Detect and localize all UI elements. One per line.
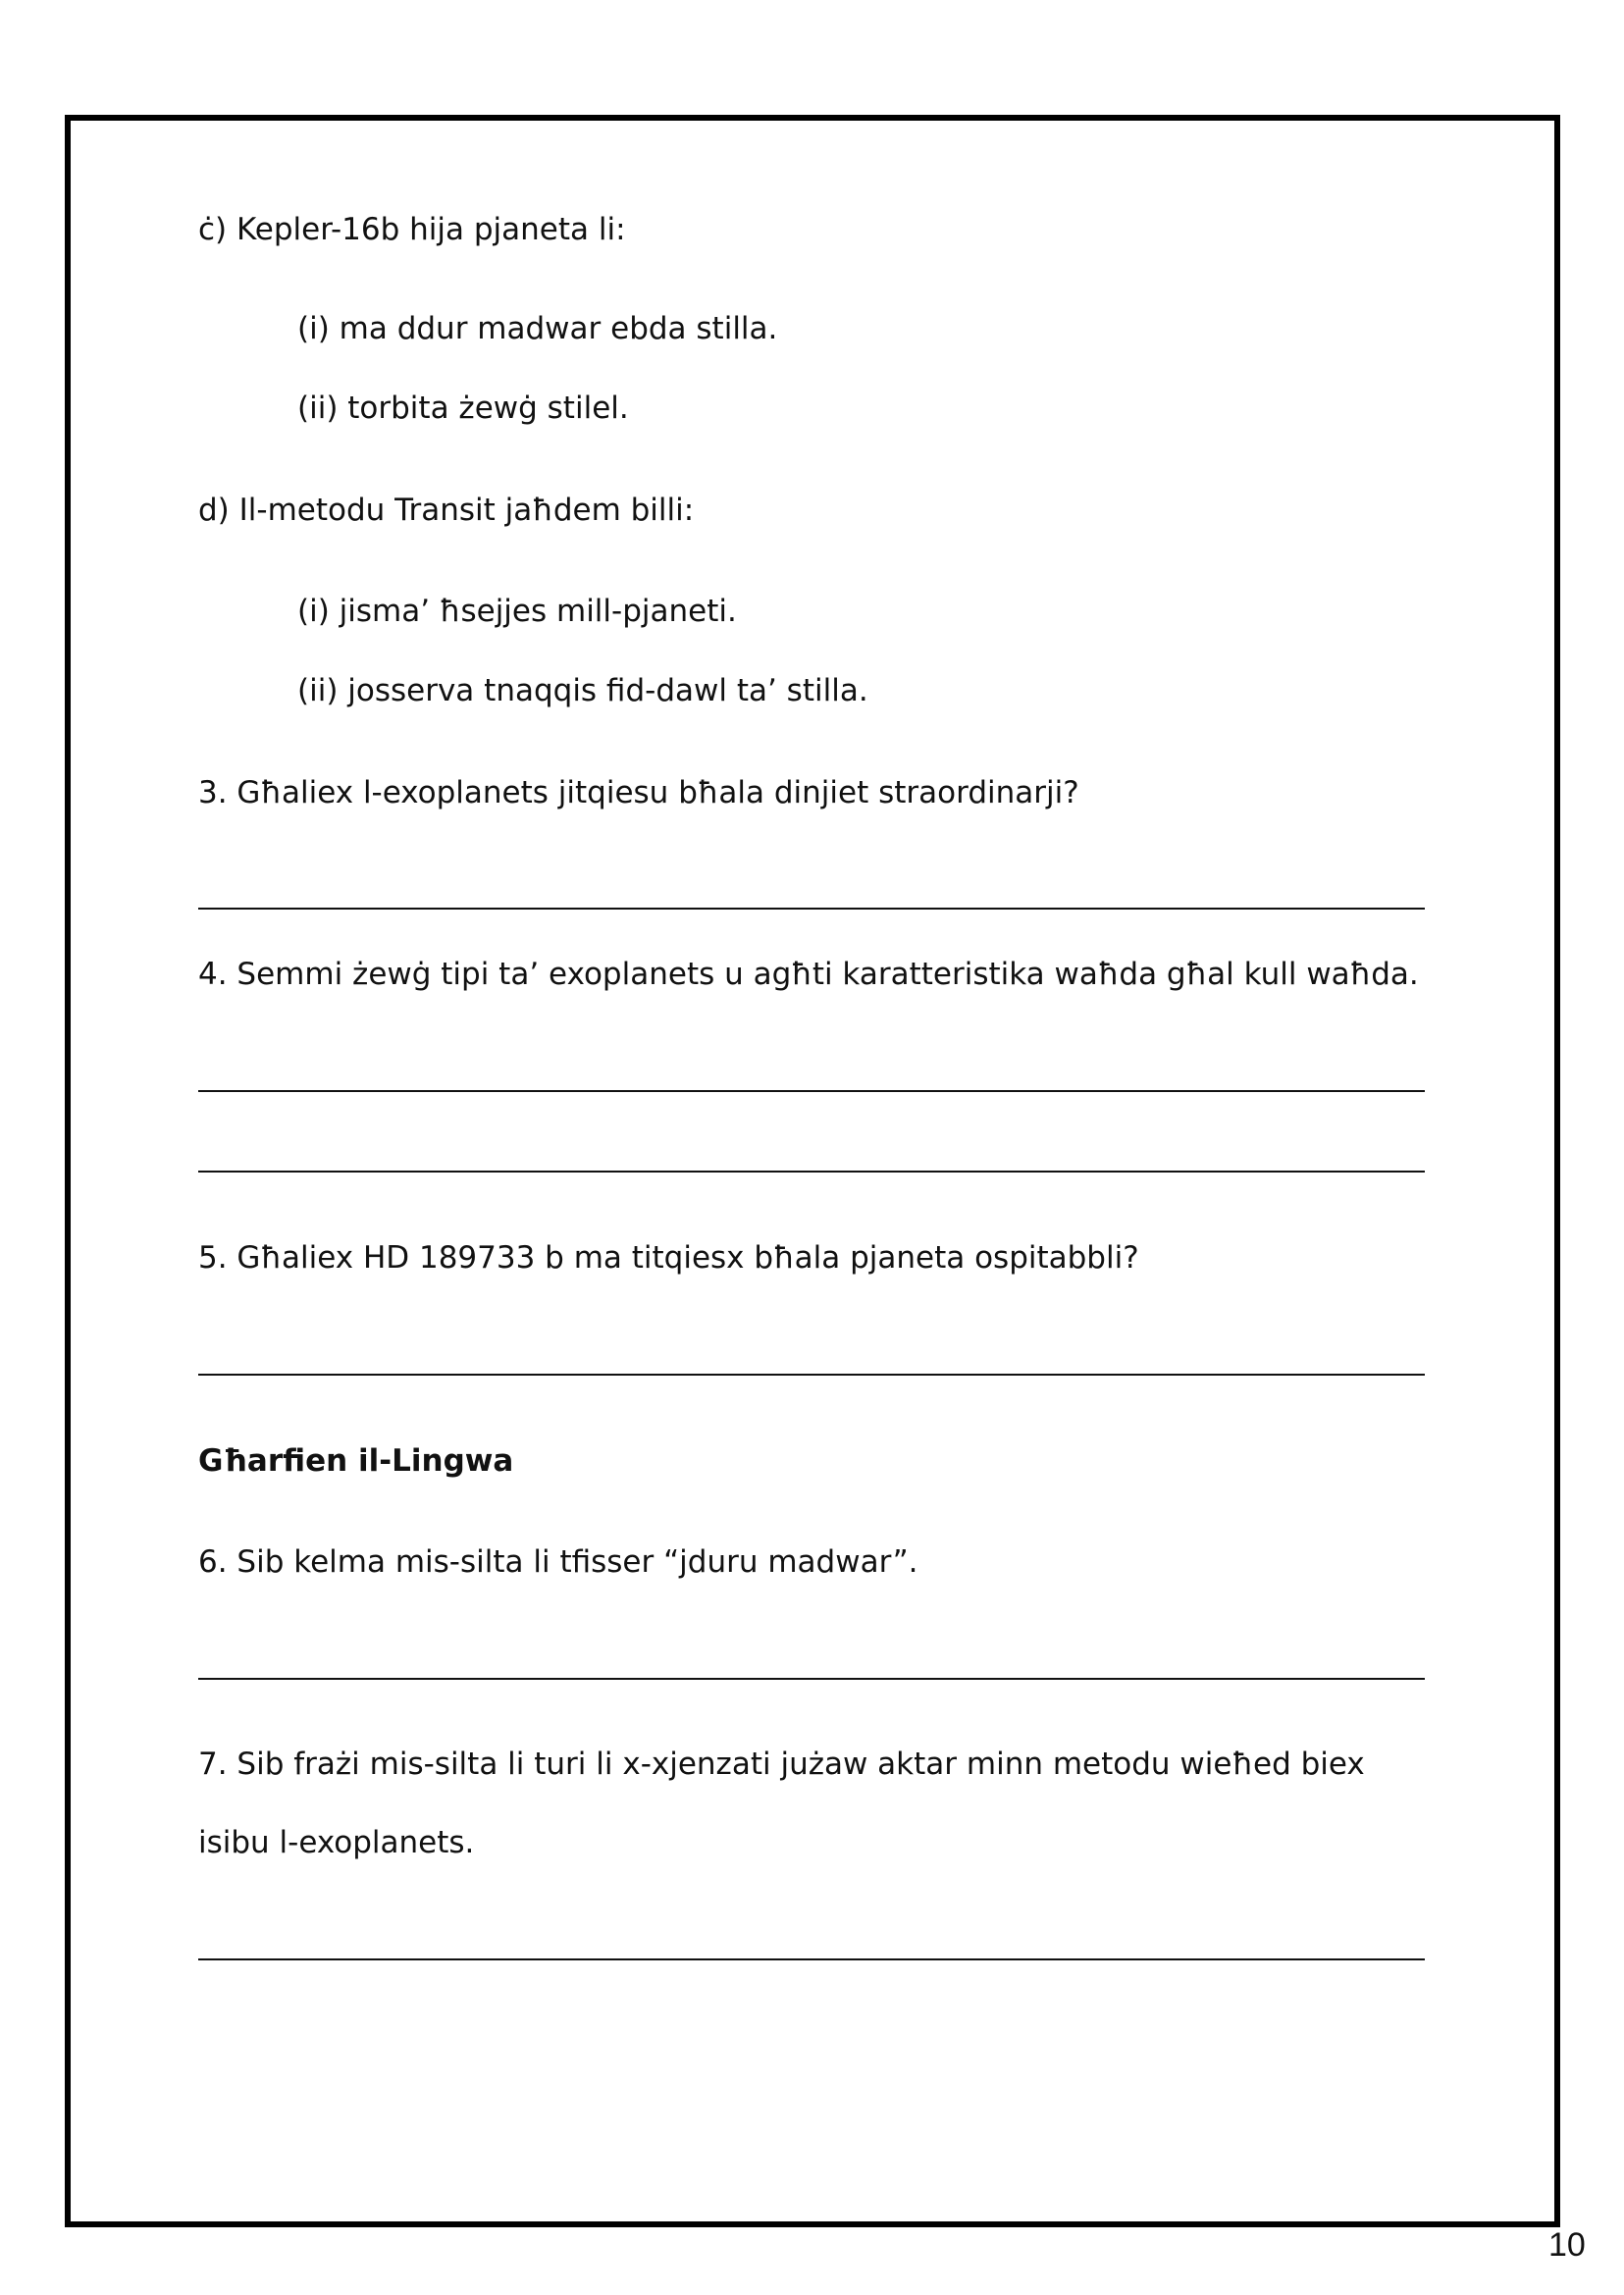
- answer-line-q6[interactable]: [198, 1678, 1425, 1680]
- answer-line-q4-1[interactable]: [198, 1090, 1425, 1092]
- question-d-option-ii: (ii) josserva tnaqqis fid-dawl ta’ stilla.: [297, 673, 868, 708]
- question-7-line-1: 7. Sib frażi mis-silta li turi li x-xjenzati jużaw aktar minn metodu wieħed biex: [198, 1747, 1365, 1782]
- section-heading: Għarfien il-Lingwa: [198, 1443, 514, 1479]
- question-d-prompt: d) Il-metodu Transit jaħdem billi:: [198, 493, 695, 528]
- question-6: 6. Sib kelma mis-silta li tfisser “jduru madwar”.: [198, 1544, 918, 1580]
- answer-line-q4-2[interactable]: [198, 1171, 1425, 1173]
- answer-line-q3[interactable]: [198, 908, 1425, 910]
- page-number: 10: [1548, 2226, 1586, 2264]
- question-5: 5. Għaliex HD 189733 b ma titqiesx bħala pjaneta ospitabbli?: [198, 1240, 1139, 1276]
- question-c-option-ii: (ii) torbita żewġ stilel.: [297, 391, 629, 426]
- answer-line-q5[interactable]: [198, 1374, 1425, 1376]
- question-c-option-i: (i) ma ddur madwar ebda stilla.: [297, 311, 778, 346]
- answer-line-q7[interactable]: [198, 1958, 1425, 1960]
- question-d-option-i: (i) jisma’ ħsejjes mill-pjaneti.: [297, 594, 737, 629]
- question-7-line-2: isibu l-exoplanets.: [198, 1825, 475, 1860]
- question-3: 3. Għaliex l-exoplanets jitqiesu bħala dinjiet straordinarji?: [198, 775, 1079, 810]
- question-4: 4. Semmi żewġ tipi ta’ exoplanets u agħti karatteristika waħda għal kull waħda.: [198, 957, 1419, 992]
- question-c-prompt: ċ) Kepler-16b hija pjaneta li:: [198, 212, 626, 247]
